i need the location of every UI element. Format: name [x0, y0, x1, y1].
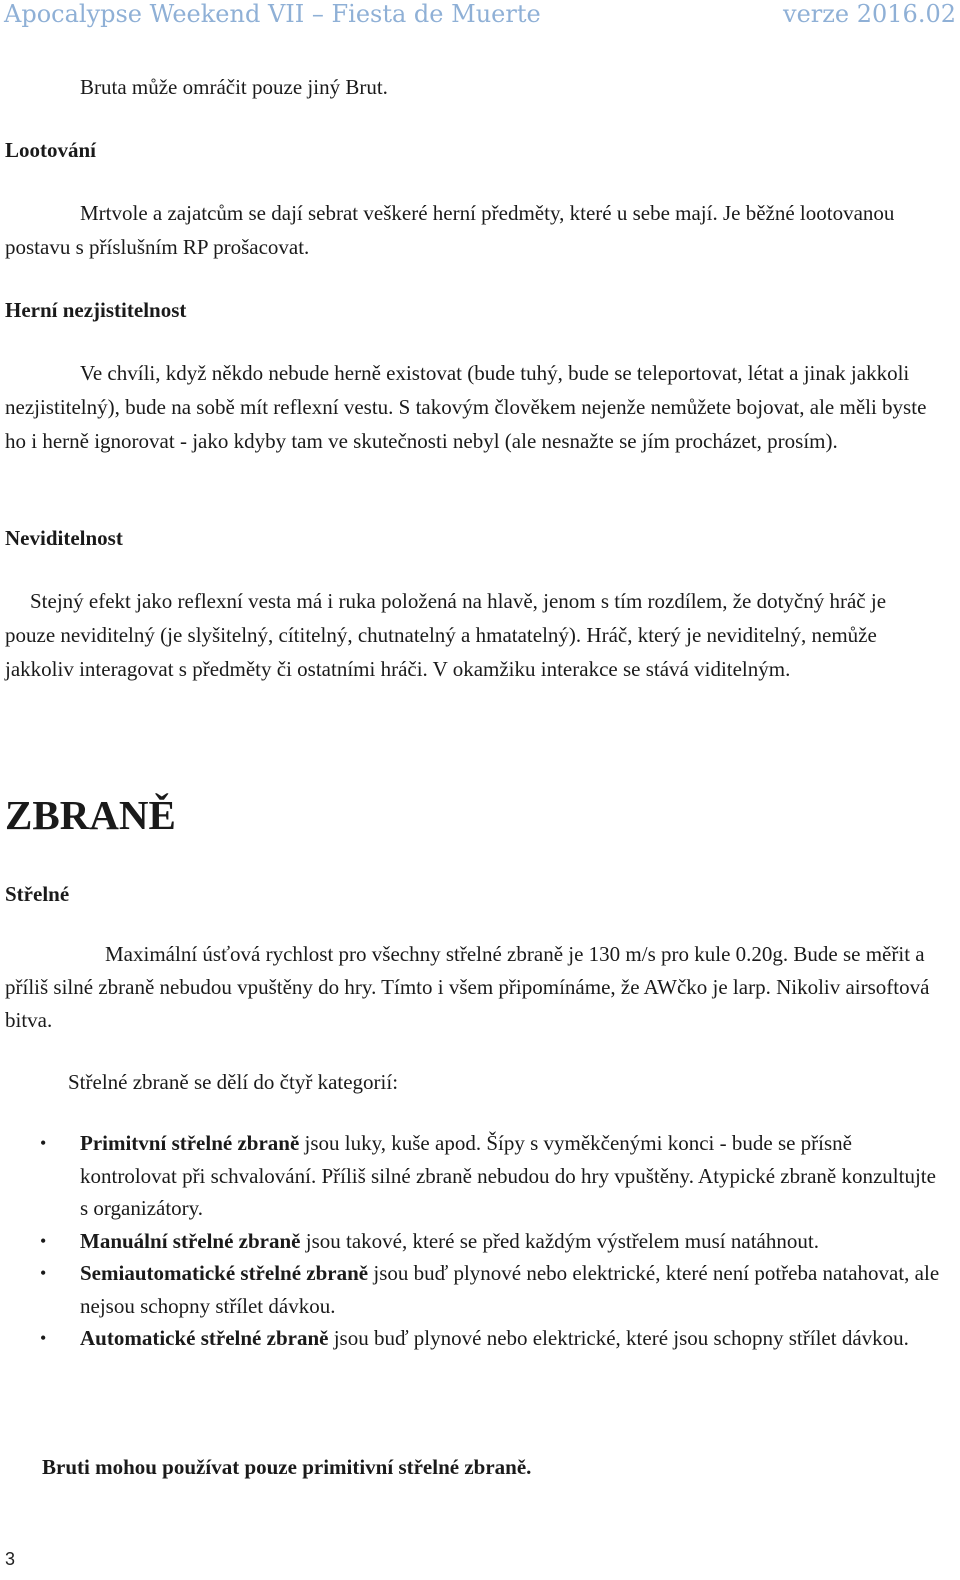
page-header	[4, 0, 956, 30]
paragraph-lootovani: Mrtvole a zajatcům se dají sebrat veškeré herní předměty, které u sebe mají. Je běžné lootovanou postavu s příslušním RP prošacovat.	[5, 201, 895, 259]
page-number: 3	[5, 1549, 16, 1569]
paragraph-neviditelnost: Stejný efekt jako reflexní vesta má i ruka položená na hlavě, jenom s tím rozdílem, že dotyčný hráč je pouze neviditelný (je slyšitelný, cítitelný, chutnatelný a hmatatelný). Hráč, který je neviditelný, nemůže jakkoliv interagovat s předměty či ostatními hráči. V okamžiku interakce se stává viditelným.	[5, 589, 887, 681]
heading-strelne: Střelné	[5, 882, 70, 906]
paragraph-herni-nezjistitelnost: Ve chvíli, když někdo nebude herně existovat (bude tuhý, bude se teleportovat, létat a jinak jakkoli nezjistitelný), bude na sobě mít reflexní vestu. S takovým člověkem nejenže nemůžete bojovat, ale měli byste ho i herně ignorovat - jako kdyby tam ve skutečnosti nebyl (ale nesnažte se jím procházet, prosím).	[5, 361, 927, 453]
category-description: jsou buď plynové nebo elektrické, které není potřeba natahovat, ale nejsou schopny střílet dávkou.	[80, 1261, 940, 1318]
bullet-icon: •	[40, 1230, 47, 1251]
category-description: jsou takové, které se před každým výstřelem musí natáhnout.	[300, 1228, 819, 1253]
category-description: jsou buď plynové nebo elektrické, které jsou schopny střílet dávkou.	[328, 1326, 909, 1350]
list-item	[0, 1127, 945, 1225]
category-name: Semiautomatické střelné zbraně	[80, 1261, 369, 1285]
list-item	[0, 1225, 945, 1258]
category-name: Primitvní střelné zbraně	[80, 1131, 300, 1155]
bullet-icon: •	[40, 1133, 47, 1153]
heading-neviditelnost: Neviditelnost	[5, 526, 123, 550]
list-item	[0, 1322, 945, 1355]
paragraph-brut: Bruta může omráčit pouze jiný Brut.	[80, 75, 388, 99]
heading-herni-nezjistitelnost: Herní nezjistitelnost	[5, 298, 187, 322]
list-item	[0, 1257, 945, 1322]
document-version: verze 2016.02	[783, 0, 956, 28]
paragraph-kategorie: Střelné zbraně se dělí do čtyř kategorií:	[68, 1070, 399, 1094]
document-title: Apocalypse Weekend VII – Fiesta de Muerte	[4, 0, 541, 28]
category-name: Automatické střelné zbraně	[80, 1326, 329, 1350]
bullet-icon: •	[40, 1328, 47, 1348]
paragraph-bruti: Bruti mohou používat pouze primitivní střelné zbraně.	[42, 1455, 532, 1479]
weapon-categories-list	[0, 1127, 945, 1355]
paragraph-strelne: Maximální úsťová rychlost pro všechny střelné zbraně je 130 m/s pro kule 0.20g. Bude se měřit a příliš silné zbraně nebudou vpuštěny do hry. Tímto i všem připomínáme, že AWčko je larp. Nikoliv airsoftová bitva.	[5, 942, 930, 1032]
bullet-icon: •	[40, 1263, 47, 1283]
category-description: jsou luky, kuše apod. Šípy s vyměkčenými konci - bude se přísně kontrolovat při schvalování. Příliš silné zbraně nebudou do hry vpuštěny. Atypické zbraně konzultujte s organizátory.	[80, 1131, 936, 1220]
heading-zbrane: ZBRANĚ	[5, 792, 176, 838]
category-name: Manuální střelné zbraně	[80, 1228, 301, 1253]
heading-lootovani: Lootování	[5, 138, 97, 162]
